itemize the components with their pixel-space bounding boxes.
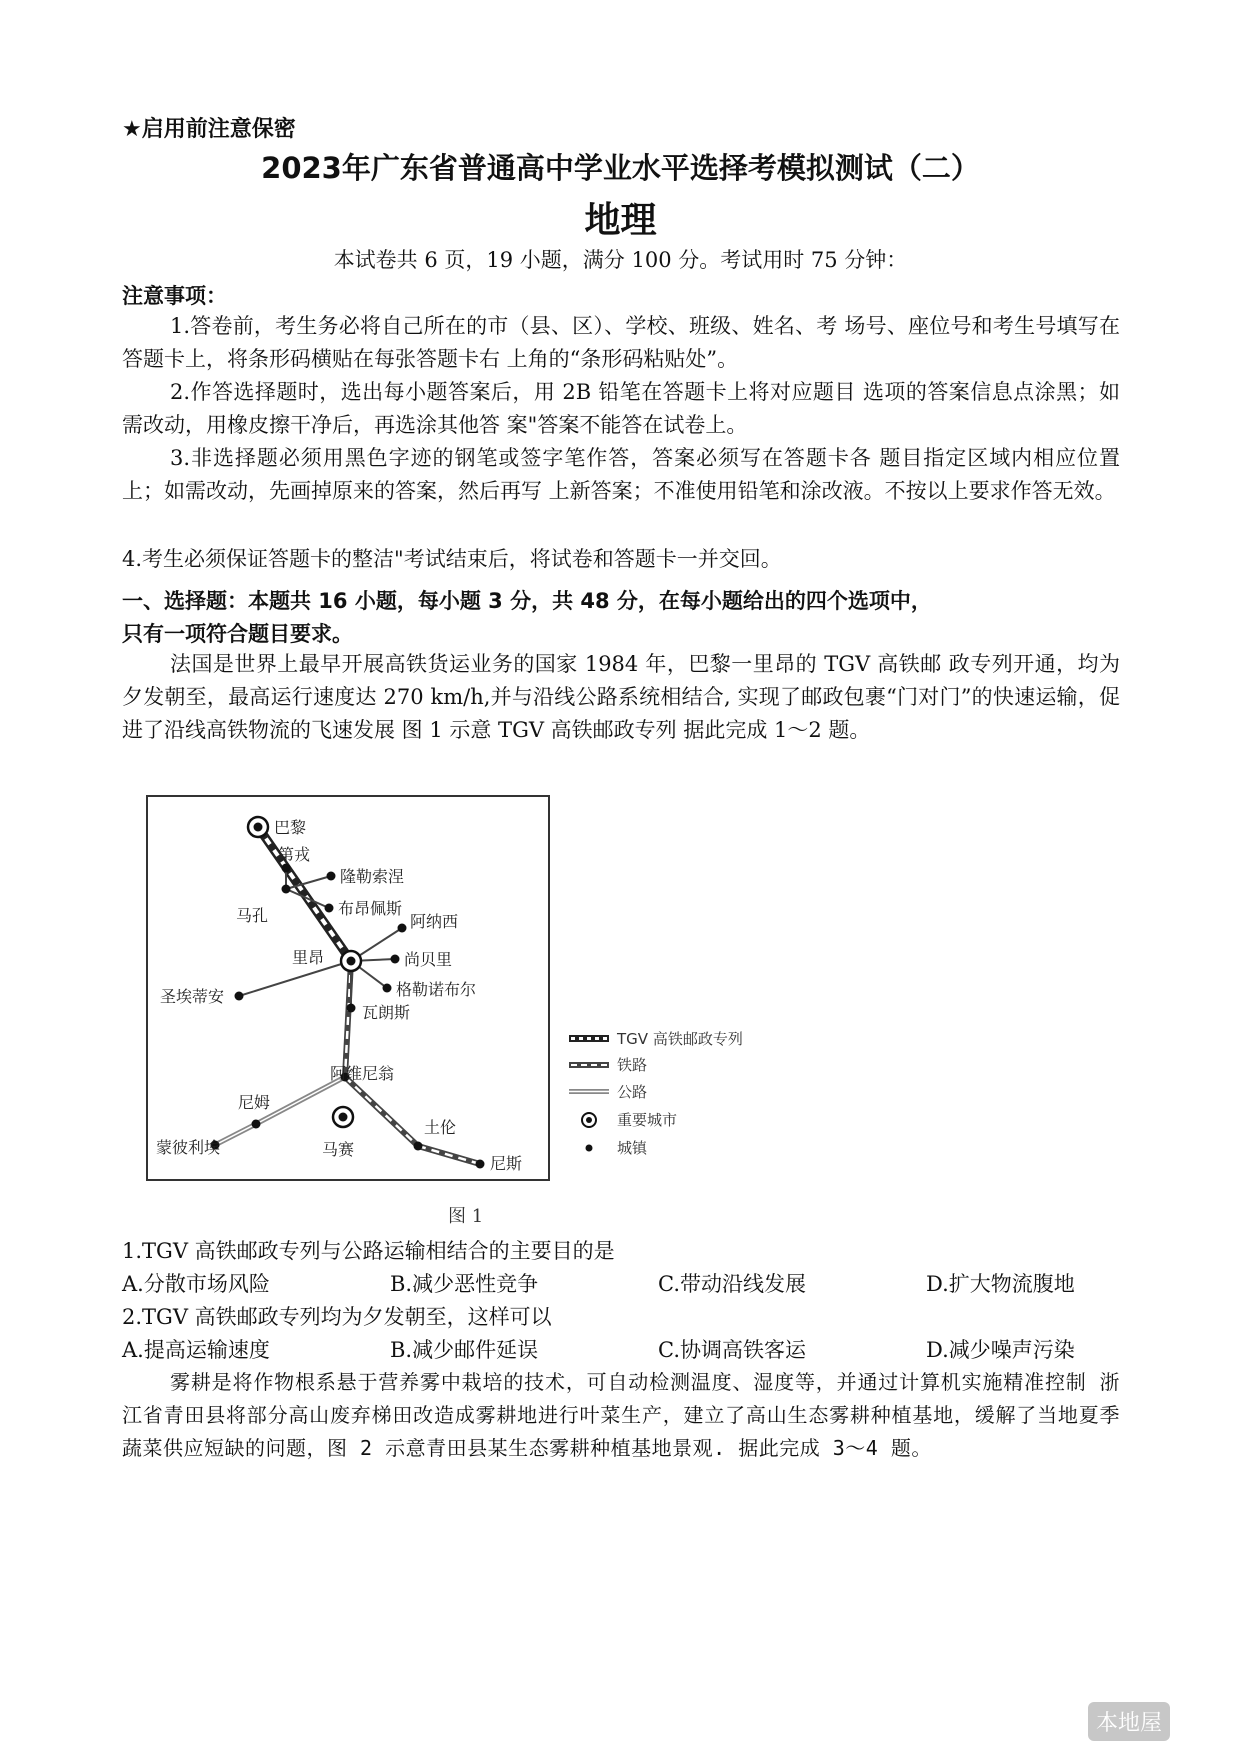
lons-town-icon [327,872,336,881]
bourg-town-icon [325,904,334,913]
watermark-logo: 本地屋 [1088,1702,1170,1741]
svg-text:TGV 高铁邮政专列: TGV 高铁邮政专列 [617,1030,743,1048]
label-macon: 马孔 [236,906,269,925]
legend-tgv [569,1030,743,1048]
q2-option-a: A.提高运输速度 [122,1338,270,1362]
svg-text:重要城市: 重要城市 [617,1111,678,1129]
q1-option-a: A.分散市场风险 [122,1272,270,1296]
exam-title: 2023年广东省普通高中学业水平选择考模拟测试（二） [261,151,980,185]
legend-road [569,1083,647,1101]
label-toulon: 土伦 [424,1118,457,1137]
nice-town-icon [476,1160,485,1169]
q1-option-c: C.带动沿线发展 [658,1272,806,1296]
label-st-etienne: 圣埃蒂安 [160,987,225,1006]
label-montpellier: 蒙彼利埃 [156,1138,221,1157]
confidential-mark: ★启用前注意保密 [122,117,296,142]
passage-tgv: 法国是世界上最早开展高铁货运业务的国家 1984 年，巴黎一里昂的 TGV 高铁邮 政专列开通，均为夕发朝至，最高运行速度达 270 km/h,并与沿线公路系统相结合, 实现了邮政包裹“门对门”的快速运输，促进了沿线高铁物流的飞速发展 图 1 示意 TGV 高铁邮政专列 据此完成 1～2 题。 [122,652,1120,742]
label-nice: 尼斯 [490,1154,523,1173]
passage-fog-farming: 雾耕是将作物根系悬于营养雾中栽培的技术，可自动检测温度、湿度等，并通过计算机实施精准控制 浙江省青田县将部分高山废弃梯田改造成雾耕地进行叶菜生产，建立了高山生态雾耕种植基地，缓解了当地夏季蔬菜供应短缺的问题，图 2 示意青田县某生态雾耕种植基地景观. 据此完成 3～4 题。 [122,1370,1120,1460]
svg-text:城镇: 城镇 [617,1139,648,1157]
section1-heading-line1: 一、选择题：本题共 16 小题，每小题 3 分，共 48 分，在每小题给出的四个选项中， [122,589,932,613]
grenoble-town-icon [383,984,392,993]
label-valence: 瓦朗斯 [362,1003,411,1022]
annecy-town-icon [398,924,407,933]
toulon-town-icon [414,1142,423,1151]
q2-option-d: D.减少噪声污染 [926,1338,1075,1362]
notice-item-4: 4.考生必须保证答题卡的整洁"考试结束后，将试卷和答题卡一并交回。 [122,547,782,571]
label-lons: 隆勒索涅 [340,867,405,886]
notice-heading: 注意事项： [122,284,227,308]
q2-option-b: B.减少邮件延误 [390,1338,539,1362]
lyon-major-city-icon [341,951,361,971]
paris-major-city-icon [248,817,268,837]
q1-stem: 1.TGV 高铁邮政专列与公路运输相结合的主要目的是 [122,1239,615,1263]
legend-town [586,1139,649,1157]
notice-item-2: 2.作答选择题时，选出每小题答案后，用 2B 铅笔在答题卡上将对应题目 选项的答案信息点涂黑；如需改动，用橡皮擦干净后，再选涂其他答 案"答案不能答在试卷上。 [122,380,1120,437]
marseille-major-city-icon [333,1107,353,1127]
notice-item-3: 3.非选择题必须用黑色字迹的钢笔或签字笔作答，答案必须写在答题卡各 题目指定区域内相应位置上；如需改动，先画掉原来的答案，然后再写 上新答案；不准使用铅笔和涂改液。不按以上要求作答无效。 [122,446,1120,503]
legend-major-city [582,1111,677,1129]
label-paris: 巴黎 [274,818,307,837]
dijon-town-icon [282,864,291,873]
label-chambery: 尚贝里 [404,950,453,969]
legend-rail [569,1056,647,1074]
section1-heading-line2: 只有一项符合题目要求。 [122,622,353,646]
q2-option-c: C.协调高铁客运 [658,1338,806,1362]
label-dijon: 第戎 [278,845,311,864]
figure1-map [146,795,550,1181]
label-avignon: 阿维尼翁 [330,1064,395,1083]
label-marseille: 马赛 [322,1140,355,1159]
macon-town-icon [282,885,291,894]
label-bourg: 布昂佩斯 [338,899,403,918]
st-etienne-town-icon [235,992,244,1001]
label-annecy: 阿纳西 [410,912,459,931]
nimes-town-icon [252,1120,261,1129]
valence-town-icon [347,1004,356,1013]
svg-text:公路: 公路 [617,1083,648,1101]
subject-title: 地理 [584,200,657,241]
label-grenoble: 格勒诺布尔 [396,980,477,999]
figure1-legend [565,1030,775,1175]
chambery-town-icon [391,955,400,964]
notice-item-1: 1.答卷前，考生务必将自己所在的市（县、区）、学校、班级、姓名、考 场号、座位号和考生号填写在答题卡上，将条形码横贴在每张答题卡右 上角的“条形码粘贴处”。 [122,314,1120,371]
q1-option-d: D.扩大物流腹地 [926,1272,1075,1296]
label-lyon: 里昂 [292,948,325,967]
svg-text:铁路: 铁路 [617,1056,648,1074]
label-nimes: 尼姆 [238,1093,271,1112]
exam-info: 本试卷共 6 页，19 小题，满分 100 分。考试用时 75 分钟： [333,248,908,272]
q2-stem: 2.TGV 高铁邮政专列均为夕发朝至，这样可以 [122,1305,552,1329]
q1-option-b: B.减少恶性竞争 [390,1272,539,1296]
figure1-caption: 图 1 [448,1206,484,1227]
